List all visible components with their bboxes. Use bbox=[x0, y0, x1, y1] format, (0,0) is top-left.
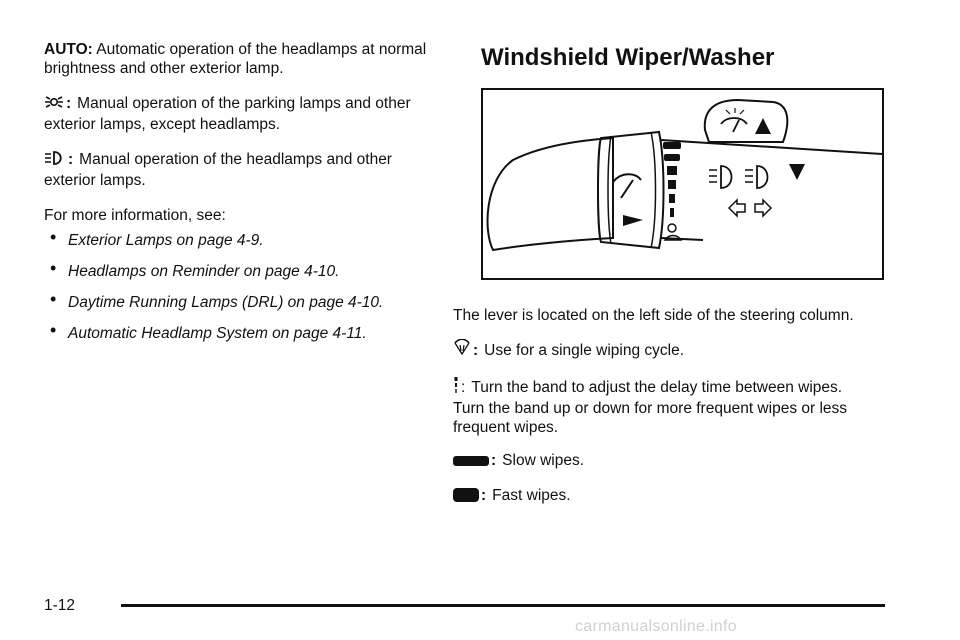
section-title: Windshield Wiper/Washer bbox=[481, 44, 775, 71]
reference-list bbox=[44, 231, 444, 343]
slow-entry: : Slow wipes. bbox=[453, 451, 873, 472]
wiper-description bbox=[453, 306, 873, 521]
wiper-lever-illustration bbox=[481, 88, 884, 280]
ref-drl[interactable]: • Daytime Running Lamps (DRL) on page 4-10. bbox=[64, 293, 444, 312]
mist-entry: : Use for a single wiping cycle. bbox=[453, 339, 873, 362]
intro-text: The lever is located on the left side of the steering column. bbox=[453, 307, 854, 324]
parking-entry: : Manual operation of the parking lamps and other exterior lamps, except headlamps. bbox=[44, 95, 411, 133]
slow-text: Slow wipes. bbox=[502, 452, 585, 469]
fast-entry: : Fast wipes. bbox=[453, 486, 873, 507]
page-number: 1-12 bbox=[44, 597, 76, 614]
watermark: carmanualsonline.info bbox=[575, 618, 737, 635]
headlamp-text: Manual operation of the headlamps and other exterior lamps. bbox=[44, 151, 392, 189]
delay-text: Turn the band to adjust the delay time between wipes. Turn the band up or down for more frequent wipes or less frequent wipes. bbox=[453, 379, 848, 436]
auto-entry bbox=[44, 40, 444, 78]
headlamp-entry: : Manual operation of the headlamps and other exterior lamps. bbox=[44, 151, 392, 189]
wiper-slow-icon bbox=[453, 453, 489, 472]
auto-label: AUTO: bbox=[44, 41, 93, 58]
ref-automatic-headlamp[interactable]: • Automatic Headlamp System on page 4-11. bbox=[64, 324, 444, 343]
wiper-fast-icon bbox=[453, 488, 479, 507]
mist-text: Use for a single wiping cycle. bbox=[484, 342, 685, 359]
fast-text: Fast wipes. bbox=[492, 487, 571, 504]
wiper-delay-icon bbox=[453, 376, 459, 399]
delay-entry: : Turn the band to adjust the delay time between wipes. Turn the band up or down for more frequent wipes or less frequent wipes. bbox=[453, 376, 873, 437]
headlamp-icon bbox=[44, 150, 66, 171]
footer-rule bbox=[121, 604, 885, 607]
parking-text: Manual operation of the parking lamps and other exterior lamps, except headlamps. bbox=[44, 95, 411, 133]
parking-lamp-icon bbox=[44, 94, 64, 115]
intro-entry bbox=[453, 306, 873, 325]
ref-exterior-lamps[interactable]: • Exterior Lamps on page 4-9. bbox=[64, 231, 444, 250]
wiper-mist-icon bbox=[453, 339, 471, 362]
more-info-text: For more information, see: bbox=[44, 207, 226, 224]
ref-headlamps-reminder[interactable]: • Headlamps on Reminder on page 4-10. bbox=[64, 262, 444, 281]
left-column bbox=[44, 40, 444, 355]
auto-text: Automatic operation of the headlamps at normal brightness and other exterior lamp. bbox=[44, 41, 427, 77]
